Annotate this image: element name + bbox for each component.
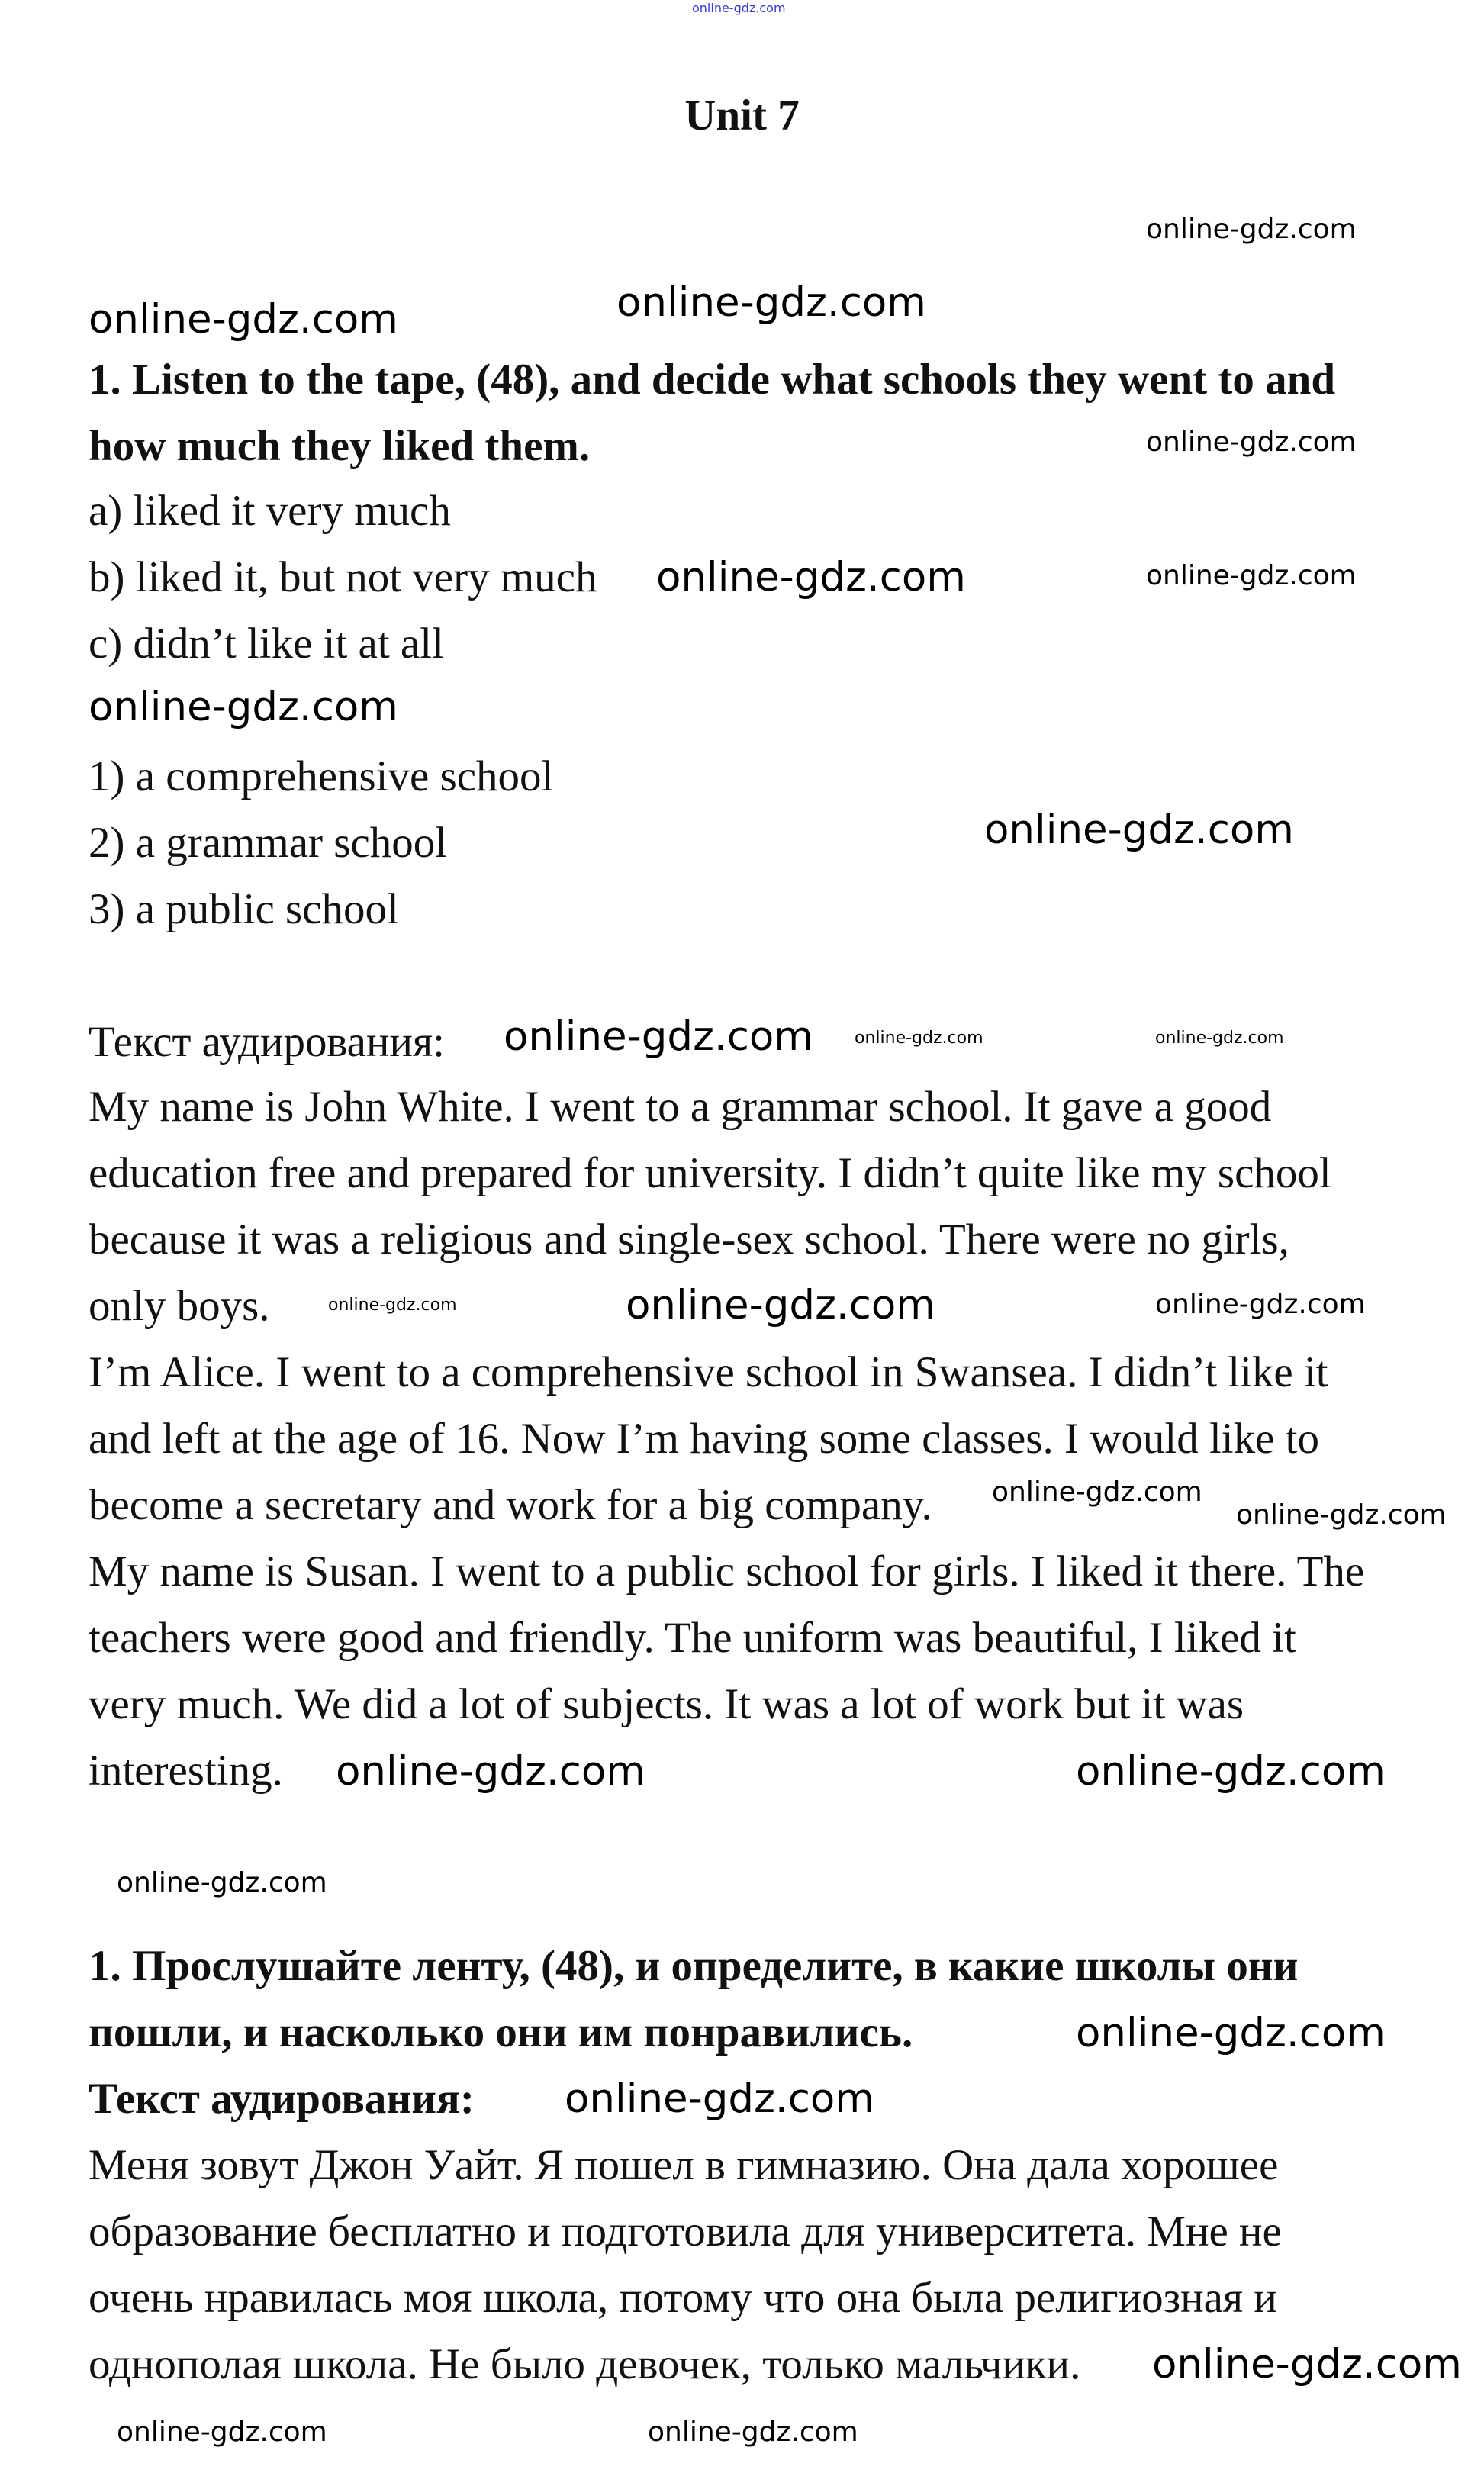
watermark: online-gdz.com [89,684,398,730]
transcript-line: My name is Susan. I went to a public school for girls. I liked it there. The [89,1547,1365,1595]
watermark: online-gdz.com [328,1296,457,1315]
option-2: 2) a grammar school [89,819,448,867]
watermark: online-gdz.com [117,2417,327,2448]
task-heading-ru: пошли, и насколько они им понравились. [89,2008,913,2056]
transcript-line: teachers were good and friendly. The uniform was beautiful, I liked it [89,1614,1296,1662]
watermark: online-gdz.com [1146,560,1357,591]
option-c: c) didn’t like it at all [89,620,444,668]
transcript-line-ru: Меня зовут Джон Уайт. Я пошел в гимназию. Она дала хорошее [89,2141,1279,2189]
transcript-label-ru: Текст аудирования: [89,2075,475,2123]
watermark: online-gdz.com [656,554,966,601]
watermark: online-gdz.com [1152,2341,1462,2388]
watermark: online-gdz.com [1076,2010,1386,2056]
transcript-line-ru: однополая школа. Не было девочек, только мальчики. [89,2340,1081,2388]
watermark: online-gdz.com [626,1282,935,1328]
option-a: a) liked it very much [89,487,451,535]
transcript-line-ru: очень нравилась моя школа, потому что она была религиозная и [89,2274,1277,2322]
transcript-label-en: Текст аудирования: [89,1018,446,1066]
option-3: 3) a public school [89,885,399,933]
watermark: online-gdz.com [1146,427,1357,458]
transcript-line-ru: образование бесплатно и подготовила для университета. Мне не [89,2207,1282,2256]
transcript-line: education free and prepared for university. I didn’t quite like my school [89,1149,1331,1197]
watermark: online-gdz.com [992,1476,1202,1508]
transcript-line: My name is John White. I went to a grammar school. It gave a good [89,1083,1272,1131]
transcript-line: very much. We did a lot of subjects. It was a lot of work but it was [89,1680,1244,1728]
transcript-line: interesting. [89,1747,283,1795]
watermark: online-gdz.com [648,2417,858,2448]
watermark: online-gdz.com [855,1029,983,1048]
watermark: online-gdz.com [504,1013,813,1060]
option-1: 1) a comprehensive school [89,752,554,800]
watermark: online-gdz.com [1155,1289,1366,1320]
transcript-line: because it was a religious and single-sex school. There were no girls, [89,1216,1289,1264]
transcript-line: only boys. [89,1282,270,1330]
watermark: online-gdz.com [984,807,1294,853]
watermark: online-gdz.com [1236,1499,1447,1531]
watermark: online-gdz.com [616,279,926,326]
transcript-line: become a secretary and work for a big company. [89,1481,932,1529]
watermark: online-gdz.com [1076,1748,1386,1795]
option-b: b) liked it, but not very much [89,553,597,601]
task-heading-ru: 1. Прослушайте ленту, (48), и определите, в какие школы они [89,1942,1299,1990]
transcript-line: I’m Alice. I went to a comprehensive school in Swansea. I didn’t like it [89,1348,1328,1396]
watermark: online-gdz.com [565,2075,874,2122]
watermark: online-gdz.com [1155,1029,1284,1048]
watermark: online-gdz.com [117,1867,327,1898]
watermark: online-gdz.com [1146,214,1357,245]
task-heading-en: how much they liked them. [89,422,591,470]
watermark: online-gdz.com [692,1,786,15]
watermark: online-gdz.com [336,1748,645,1795]
unit-title: Unit 7 [684,92,800,140]
transcript-line: and left at the age of 16. Now I’m having some classes. I would like to [89,1415,1320,1463]
task-heading-en: 1. Listen to the tape, (48), and decide what schools they went to and [89,356,1336,404]
watermark: online-gdz.com [89,296,398,343]
